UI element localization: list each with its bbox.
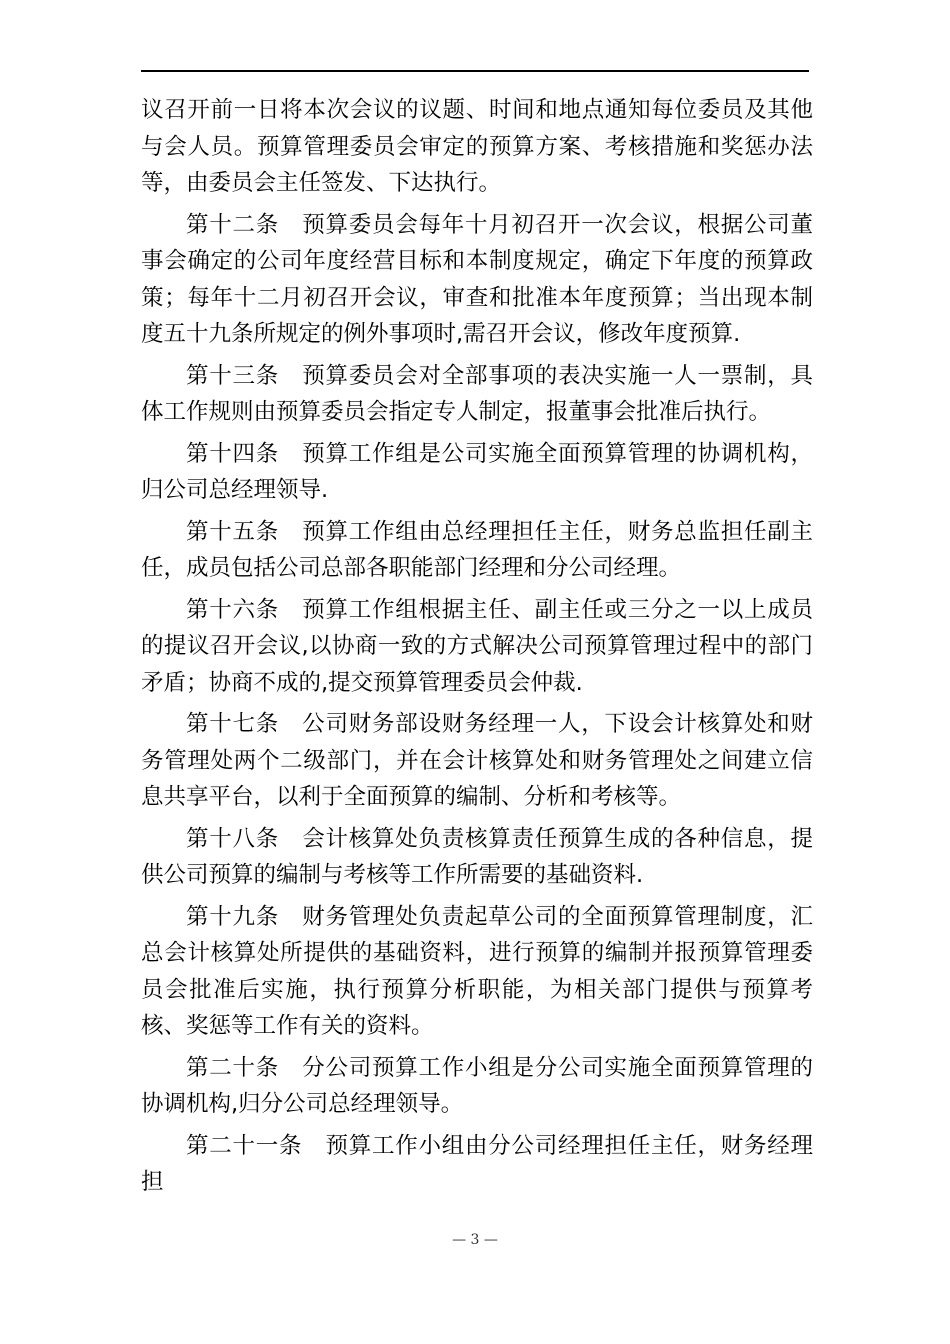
article-14: 第十四条 预算工作组是公司实施全面预算管理的协调机构，归公司总经理领导. [141,440,813,503]
article-19: 第十九条 财务管理处负责起草公司的全面预算管理制度，汇总会计核算处所提供的基础资料，进行预算的编制并报预算管理委员会批准后实施，执行预算分析职能，为相关部门提供与预算考核、奖惩等工作有关的资料。 [141,903,813,1039]
article-12: 第十二条 预算委员会每年十月初召开一次会议，根据公司董事会确定的公司年度经营目标和本制度规定，确定下年度的预算政策；每年十二月初召开会议，审查和批准本年度预算；当出现本制度五十九条所规定的例外事项时,需召开会议，修改年度预算. [141,211,813,347]
article-18: 第十八条 会计核算处负责核算责任预算生成的各种信息，提供公司预算的编制与考核等工作所需要的基础资料. [141,825,813,888]
article-17: 第十七条 公司财务部设财务经理一人，下设会计核算处和财务管理处两个二级部门，并在会计核算处和财务管理处之间建立信息共享平台，以利于全面预算的编制、分析和考核等。 [141,711,813,810]
article-16: 第十六条 预算工作组根据主任、副主任或三分之一以上成员的提议召开会议,以协商一致的方式解决公司预算管理过程中的部门矛盾；协商不成的,提交预算管理委员会仲裁. [141,596,813,696]
article-13: 第十三条 预算委员会对全部事项的表决实施一人一票制，具体工作规则由预算委员会指定专人制定，报董事会批准后执行。 [141,362,813,425]
article-20: 第二十条 分公司预算工作小组是分公司实施全面预算管理的协调机构,归分公司总经理领导。 [141,1054,813,1117]
paragraph-continued: 议召开前一日将本次会议的议题、时间和地点通知每位委员及其他与会人员。预算管理委员会审定的预算方案、考核措施和奖惩办法等，由委员会主任签发、下达执行。 [141,97,813,196]
article-15: 第十五条 预算工作组由总经理担任主任，财务总监担任副主任，成员包括公司总部各职能部门经理和分公司经理。 [141,518,813,581]
document-body [141,92,813,1206]
article-21: 第二十一条 预算工作小组由分公司经理担任主任，财务经理担 [141,1132,813,1195]
header-rule [141,70,809,72]
page-number: — 3 — [452,1232,498,1248]
